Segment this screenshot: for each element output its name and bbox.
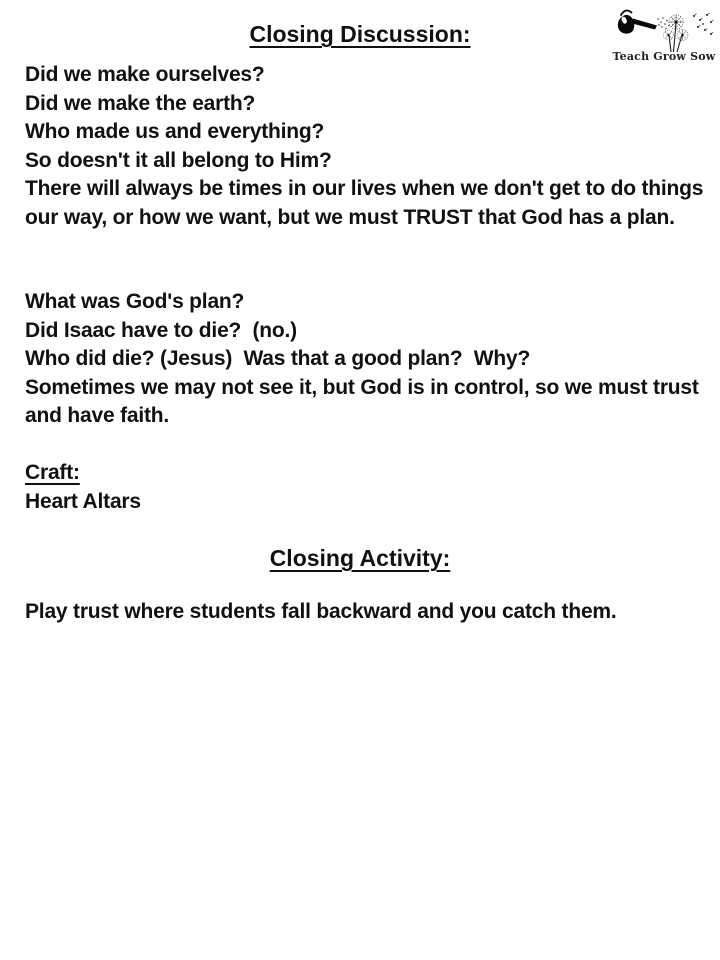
tgs-logo [610,6,718,63]
closing-activity-text: Play trust where students fall backward and you catch them. [25,600,617,623]
closing-discussion-heading-text: Closing Discussion: [249,21,471,47]
closing-activity-heading [0,543,720,573]
discussion-line: Who made us and everything? [25,120,325,144]
dandelion-seeds-icon [693,13,713,35]
closing-activity-heading-text: Closing Activity: [269,545,451,571]
craft-block [25,459,704,516]
reflection-line: Who did die? (Jesus) Was that a good plan? Why? [25,347,531,371]
logo-wordmark: Teach Grow Sow [612,50,716,63]
discussion-line: our way, or how we want, but we must TRUST that God has a plan. [25,205,675,229]
craft-heading: Craft: [25,461,80,484]
watering-can-dandelion-icon [612,6,716,56]
discussion-line: Did we make ourselves? [25,63,265,86]
reflection-block [25,288,704,431]
reflection-line: Did Isaac have to die? (no.) [25,318,297,342]
reflection-line: Sometimes we may not see it, but God is in control, so we must trust [25,375,699,399]
closing-activity-block [25,598,704,627]
reflection-line: and have faith. [25,404,170,428]
discussion-line: So doesn't it all belong to Him? [25,148,332,172]
discussion-block [25,61,704,233]
watering-can-icon [618,11,657,34]
reflection-line: What was God's plan? [25,290,245,313]
craft-item: Heart Altars [25,489,141,513]
discussion-line: There will always be times in our lives when we don't get to do things [25,177,704,201]
discussion-line: Did we make the earth? [25,91,256,115]
water-spray-icon [657,17,670,29]
